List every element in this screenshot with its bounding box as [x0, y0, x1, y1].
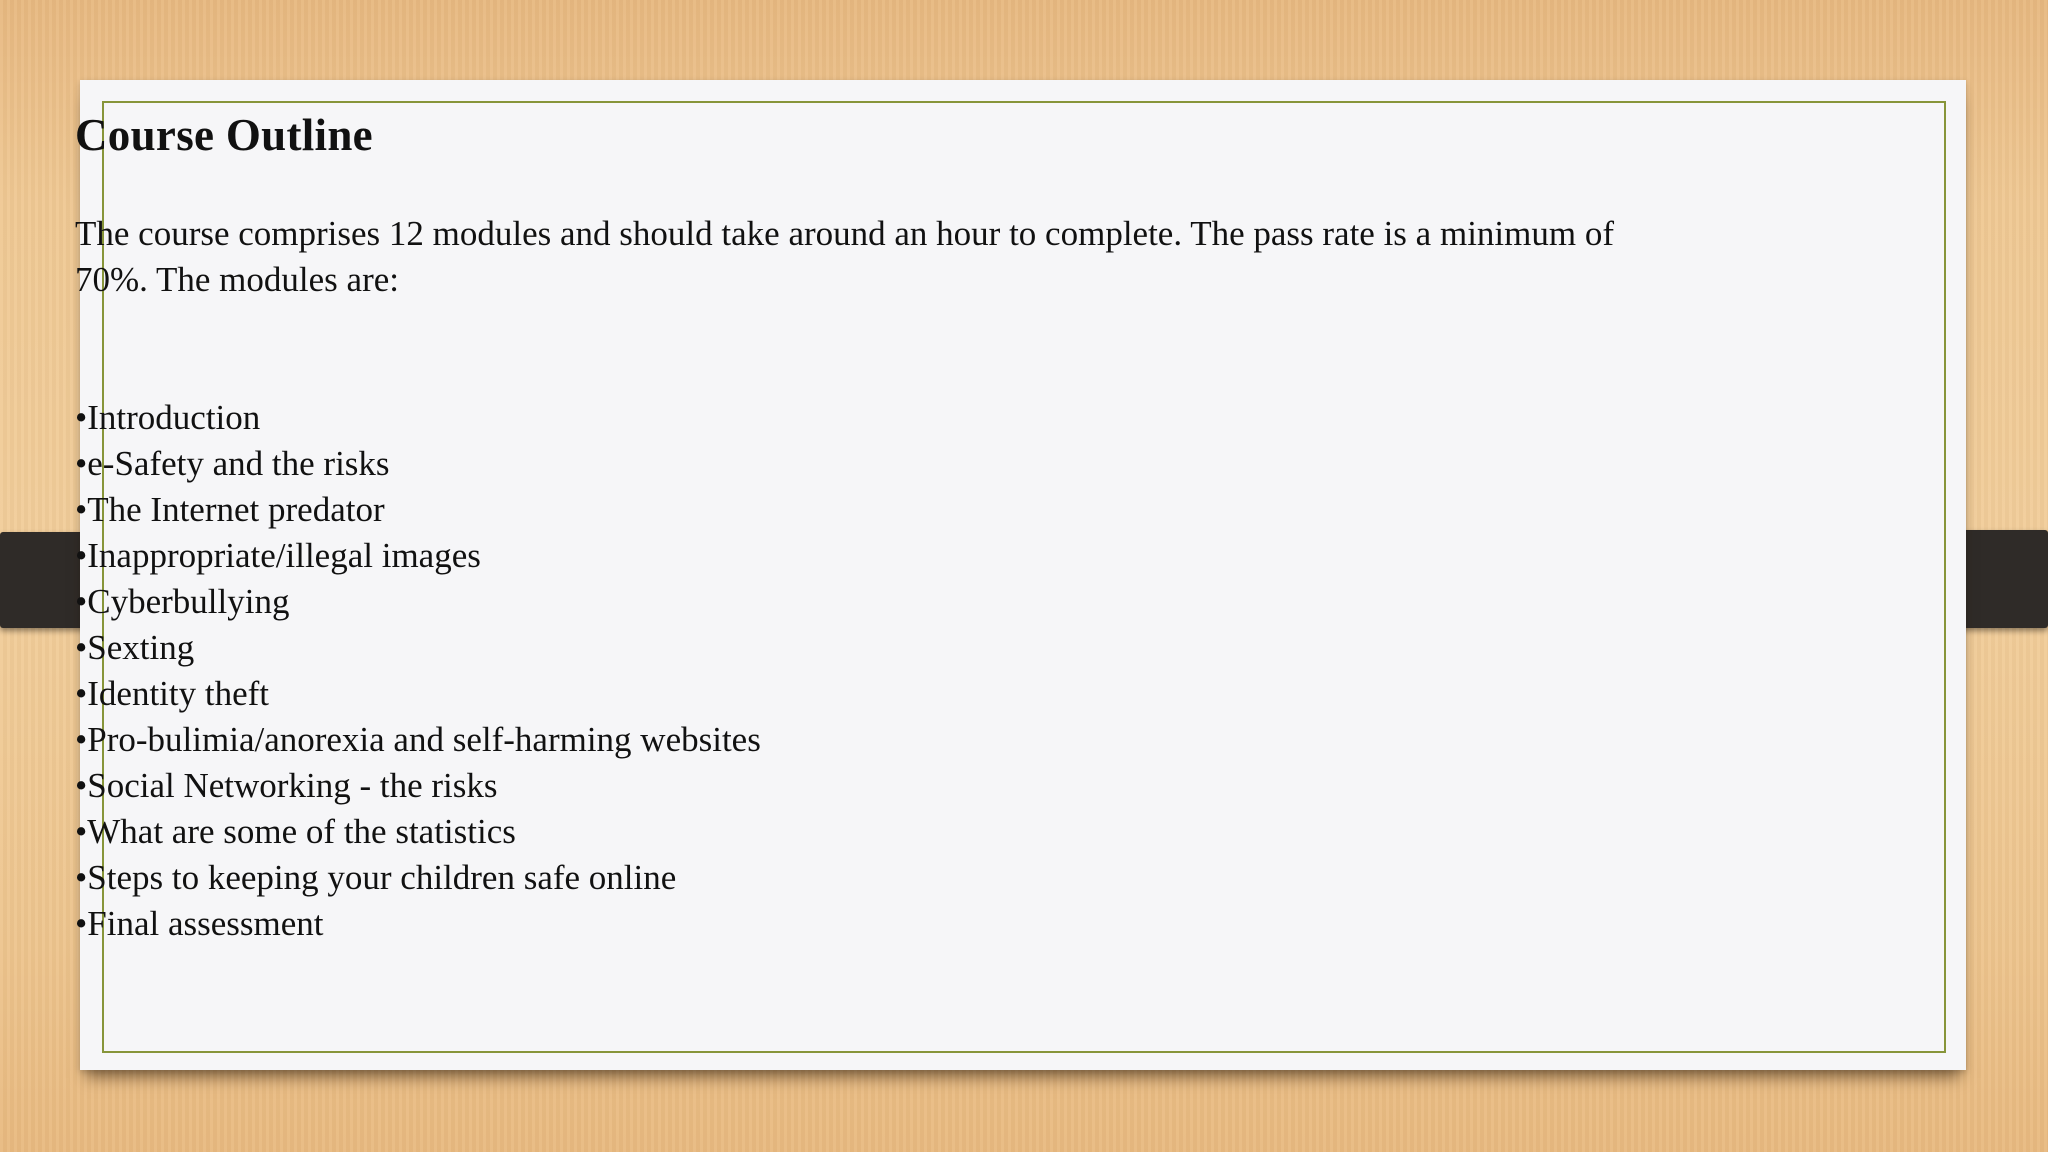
slide-content: [75, 103, 1635, 947]
bullet: •: [75, 490, 88, 529]
list-item: [75, 855, 1635, 901]
list-item: [75, 809, 1635, 855]
module-label: e-Safety and the risks: [87, 444, 390, 483]
bullet: •: [75, 398, 88, 437]
list-item: [75, 487, 1635, 533]
list-item: [75, 533, 1635, 579]
modules-list: [75, 395, 1635, 947]
module-label: Sexting: [87, 628, 195, 667]
list-item: [75, 671, 1635, 717]
module-label: Cyberbullying: [87, 582, 290, 621]
list-item: [75, 625, 1635, 671]
bullet: •: [75, 444, 88, 483]
module-label: What are some of the statistics: [87, 812, 516, 851]
module-label: The Internet predator: [87, 490, 385, 529]
list-item: [75, 717, 1635, 763]
bullet: •: [75, 674, 88, 713]
bullet: •: [75, 904, 88, 943]
bullet: •: [75, 720, 88, 759]
module-label: Final assessment: [87, 904, 324, 943]
slide-title: Course Outline: [75, 110, 373, 160]
list-item: [75, 395, 1635, 441]
bullet: •: [75, 536, 88, 575]
module-label: Inappropriate/illegal images: [87, 536, 481, 575]
module-label: Social Networking - the risks: [87, 766, 498, 805]
intro-paragraph: The course comprises 12 modules and should take around an hour to complete. The pass rate is a minimum of 70%. The modules are:: [75, 214, 1614, 299]
bullet: •: [75, 628, 88, 667]
bullet: •: [75, 766, 88, 805]
bullet: •: [75, 582, 88, 621]
bullet: •: [75, 812, 88, 851]
list-item: [75, 763, 1635, 809]
module-label: Identity theft: [87, 674, 270, 713]
module-label: Pro-bulimia/anorexia and self-harming websites: [87, 720, 761, 759]
list-item: [75, 441, 1635, 487]
list-item: [75, 901, 1635, 947]
bullet: •: [75, 858, 88, 897]
module-label: Introduction: [87, 398, 261, 437]
module-label: Steps to keeping your children safe online: [87, 858, 677, 897]
list-item: [75, 579, 1635, 625]
